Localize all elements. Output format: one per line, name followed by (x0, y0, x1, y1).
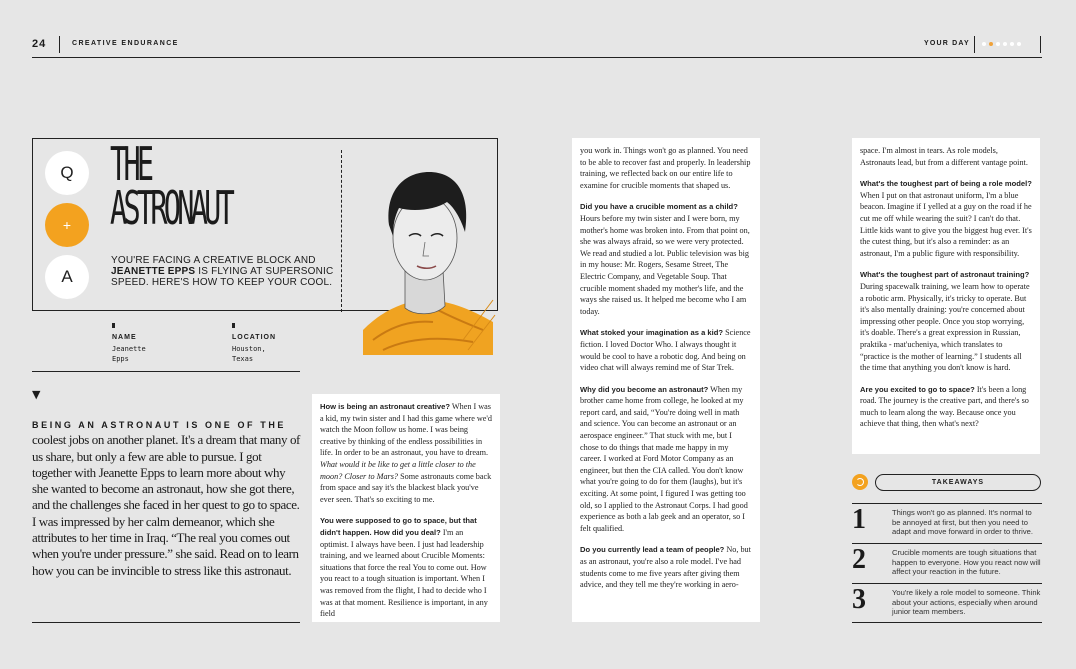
down-arrow-icon: ▼ (32, 388, 41, 401)
page-dot (1017, 42, 1021, 46)
takeaway-rule (852, 583, 1042, 584)
interview-answer: When I put on that astronaut uniform, I'm a blue beacon. Imagine if I yelled at a guy on the road if he cut me off while wearing the suit? I can't do that. Little kids want to give you the biggest hug ever. It's the cutest thing, but it's also a reminder: as an astronaut, I'm a public figure with responsibility. (860, 190, 1032, 258)
interview-question: You were supposed to go to space, but that didn't happen. How did you deal? (320, 516, 477, 537)
interview-answer: I'm an optimist. I always have been. I just had leadership training, and we learned about Crucible Moments: situations that force the real You to come out. How you react to a tough situation is important. When I was removed from the flight, I had to decide who I was at that moment. Resilience is important, in any field (320, 527, 488, 619)
interview-paragraph: space. I'm almost in tears. As role models, Astronauts lead, but from a different vantage point. (860, 146, 1028, 167)
info-marker (112, 323, 115, 328)
lead-body: coolest jobs on another planet. It's a dream that many of us share, but only a few are able to pursue. I got together with Jeanette Epps to learn more about why she wanted to become an astronaut, how she got there, and the challenges she faced in her quest to go to space. I was impressed by her calm demeanor, which she attributes to her time in Iraq. “The real you comes out when you're under pressure.” she said. Read on to learn how you can be invincible to stress like this astronaut. (32, 432, 300, 578)
info-row (32, 311, 300, 372)
interview-paragraph (860, 384, 1032, 430)
interview-answer: Science fiction. I loved Doctor Who. I always thought it would be cool to have a robotic dog. And being on video chat will always remind me of Star Trek. (580, 328, 751, 373)
interview-paragraph (860, 178, 1032, 259)
interview-paragraph (580, 384, 752, 535)
interview-question: What's the toughest part of being a role model? (860, 179, 1032, 189)
header-divider-right (974, 36, 975, 53)
interview-question: Are you excited to go to space? (860, 384, 975, 394)
page-number: 24 (32, 38, 47, 50)
page-dots (982, 42, 1021, 46)
interview-paragraph (580, 201, 752, 317)
interview-question: Do you currently lead a team of people? (580, 545, 725, 555)
plus-badge: + (45, 203, 89, 247)
story-title-line2: ASTRONAUT (110, 181, 232, 235)
header-divider-end (1040, 36, 1041, 53)
q-badge: Q (45, 151, 89, 195)
story-title-line1: THE (110, 137, 151, 191)
interview-paragraph (580, 327, 752, 373)
location-value-state: Texas (232, 355, 254, 363)
interview-answer-end: Some astronauts come back from space and say it's the blackest black you've ever seen. That's so exciting to me. (320, 471, 492, 504)
name-value-last: Epps (112, 355, 129, 363)
page-dot (982, 42, 986, 46)
interview-paragraph (580, 544, 752, 590)
interview-answer: When my brother came home from college, he looked at my report card, and said, “You're doing well in math and science. You can become an astronaut or an aerospace engineer.” That stuck with me, but I chose to do things that made me happy in my career. I worked at Ford Motor Company as an engineer, but then the CIA called. You don't know what you're going to do for them (laughs), but it's exciting. At some point, I figured I was getting too old, so I applied to the Astronaut Corps. I had good experience as both a lab geek and an operator, so I felt qualified. (580, 384, 748, 533)
takeaway-text: Crucible moments are tough situations that happen to everyone. How you react now will affect your reaction in the future. (892, 548, 1041, 577)
interview-paragraph (320, 515, 492, 619)
location-value-city: Houston, (232, 345, 266, 353)
takeaway-rule (852, 543, 1042, 544)
interview-column-3 (852, 138, 1040, 454)
interview-question: Did you have a crucible moment as a child? (580, 202, 738, 212)
story-intro (111, 255, 341, 288)
lead-caps: BEING AN ASTRONAUT IS ONE OF THE (32, 420, 287, 430)
interview-answer: It's been a long road. The journey is the creative part, and there's so much to learn along the way. Because once you achieve that thing, then what's next? (860, 384, 1029, 429)
interview-column-2 (572, 138, 760, 622)
interview-question: Why did you become an astronaut? (580, 384, 709, 394)
takeaway-text: You're likely a role model to someone. Think about your actions, especially when around junior team members. (892, 588, 1041, 617)
page-dot-active (989, 42, 993, 46)
page-dot (1003, 42, 1007, 46)
lead-paragraph (32, 416, 300, 579)
interview-question: What stoked your imagination as a kid? (580, 328, 724, 338)
name-value (112, 344, 146, 364)
location-value (232, 344, 266, 364)
header-divider (59, 36, 60, 53)
info-marker (232, 323, 235, 328)
interview-paragraph (860, 269, 1032, 373)
interview-question: What's the toughest part of astronaut training? (860, 270, 1030, 280)
takeaway-number: 1 (852, 504, 866, 535)
interview-answer: No, but as an astronaut, you're also a role model. I've had students come to me five years after giving them advice, and they tell me they're working in aero- (580, 545, 751, 590)
takeaway-number: 2 (852, 544, 866, 575)
takeaways-label: TAKEAWAYS (875, 474, 1041, 491)
interview-question: How is being an astronaut creative? (320, 402, 450, 411)
intro-text: YOU'RE FACING A CREATIVE BLOCK AND (111, 255, 316, 266)
header-rule (32, 57, 1042, 58)
interview-answer-italic: What would it be like to get a little closer to the moon? Closer to Mars? (320, 459, 476, 481)
takeaway-rule-bottom (852, 622, 1042, 623)
takeaway-text: Things won't go as planned. It's normal to be annoyed at first, but then you need to adapt and move forward in order to thrive. (892, 508, 1033, 537)
name-label: NAME (112, 334, 137, 341)
name-value-first: Jeanette (112, 345, 146, 353)
takeaway-number: 3 (852, 584, 866, 615)
dashed-divider (341, 150, 342, 312)
a-badge: A (45, 255, 89, 299)
intro-text-end: IS FLYING AT SUPERSONIC SPEED. HERE'S HOW TO KEEP YOUR COOL. (111, 266, 334, 288)
location-label: LOCATION (232, 334, 277, 341)
interview-answer: During spacewalk training, we learn how to operate a robotic arm. Physically, it's tricky to operate. But it's also mentally draining: you're concerned about impressing other people. Once you stop worrying, it's doable. There's a great expression in Russian, praktika - mat'ucheniya, which translates to “practice is the mother of learning.” I students all the time that anything you don't know is hard. (860, 281, 1030, 373)
section-right-label: YOUR DAY (924, 40, 970, 47)
section-name: CREATIVE ENDURANCE (72, 40, 179, 47)
interview-answer: When I was a kid, my twin sister and I had this game where we'd watch the Moon follow us home. I was being creative by thinking of the endless possibilities in life. In order to be an astronaut, you have to dream. (320, 402, 493, 458)
page-dot (996, 42, 1000, 46)
takeaway-rule (852, 503, 1042, 504)
story-title (110, 137, 232, 235)
astronaut-portrait (343, 150, 498, 355)
lead-rule (32, 622, 300, 623)
takeaways-icon-ring (856, 478, 864, 486)
intro-name: JEANETTE EPPS (111, 266, 196, 277)
interview-column-1 (312, 394, 500, 622)
page-dot (1010, 42, 1014, 46)
interview-paragraph (320, 401, 492, 505)
interview-answer: Hours before my twin sister and I were born, my mother's home was broken into. From that point on, she was always afraid, so we were very protected. We read and studied a lot. Public television was big in my house: Mr. Rogers, Sesame Street, The Electric Company, and Vegetable Soup. That crucible moment shaded my mother's life, and the ways she raised us. It helped me become who I am today. (580, 213, 750, 316)
interview-paragraph: you work in. Things won't go as planned. You need to be able to recover fast and properly. In leadership training, we reflected back on our entire life to examine for crucible moments that shaped us. (580, 146, 751, 190)
